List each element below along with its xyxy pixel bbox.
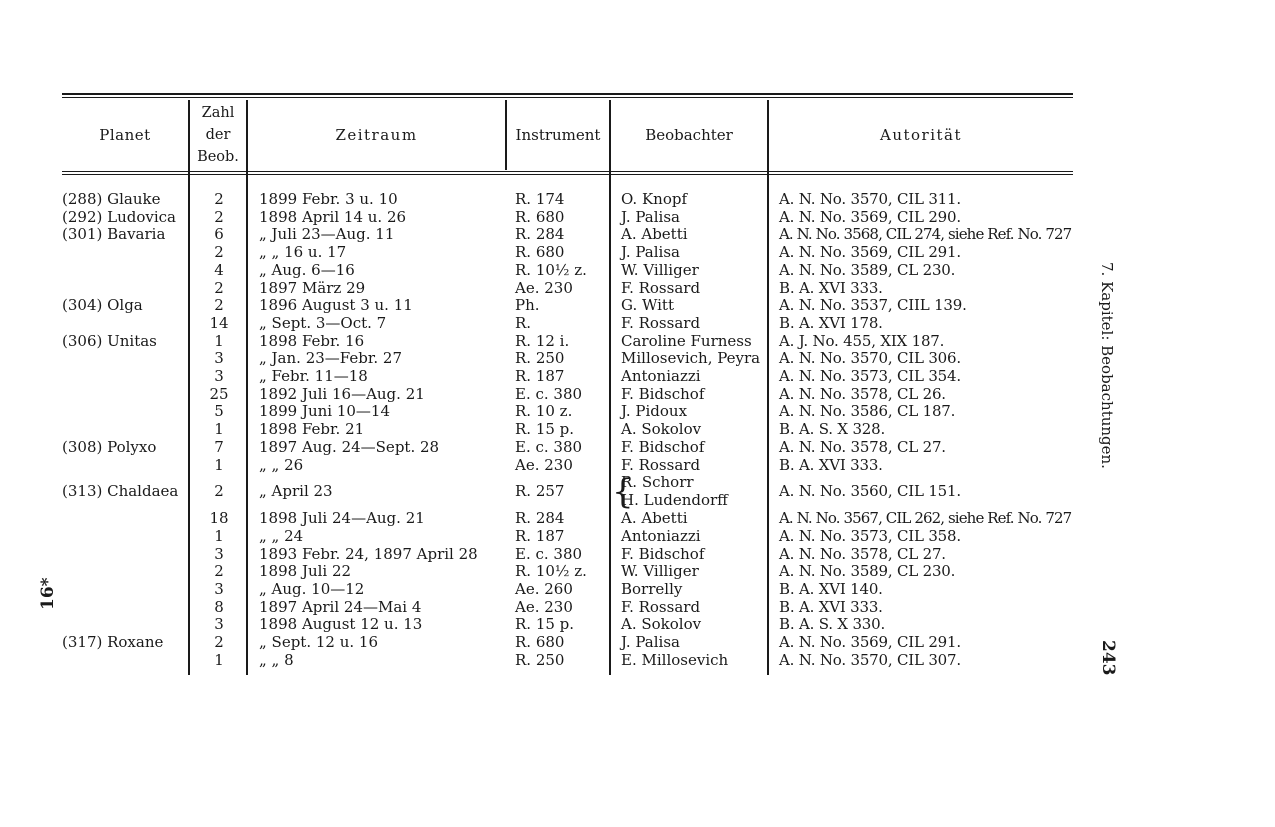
planet-cell: (288) Glauke — [62, 190, 161, 208]
page-number-text: 243 — [1098, 640, 1118, 676]
zahl-cell: 2 — [214, 562, 224, 581]
zahl-cell: 8 — [214, 597, 224, 616]
planet-cell: (317) Roxane — [62, 633, 164, 652]
autoritaet-cell: A. N. No. 3569, CIL 290. — [779, 207, 961, 226]
table-row — [0, 386, 1100, 404]
table-row — [0, 297, 1100, 315]
instrument-cell: R. 174 — [515, 190, 565, 208]
autoritaet-cell: A. N. No. 3568, CIL 274, siehe Ref. No. 727 — [779, 225, 1072, 244]
table-row — [0, 616, 1100, 634]
beobachter-cell: G. Witt — [621, 296, 674, 315]
instrument-cell: R. — [515, 313, 532, 332]
zahl-cell: 3 — [214, 349, 224, 368]
table-row — [0, 634, 1100, 652]
header-zahl-line: Beob. — [197, 149, 239, 165]
top-rule-thick — [62, 93, 1073, 95]
autoritaet-cell: A. J. No. 455, XIX 187. — [779, 331, 945, 350]
header-planet: Planet — [99, 126, 151, 144]
instrument-cell: E. c. 380 — [515, 544, 583, 563]
zahl-cell: 5 — [214, 402, 224, 421]
zahl-cell: 2 — [214, 296, 224, 315]
beobachter-cell: J. Palisa — [621, 207, 680, 226]
header-rule-b — [62, 174, 1073, 175]
autoritaet-cell: B. A. S. X 328. — [779, 420, 886, 439]
beobachter-cell: Antoniazzi — [621, 526, 701, 545]
beobachter-cell: F. Bidschof — [621, 384, 705, 403]
instrument-cell: R. 680 — [515, 207, 565, 226]
instrument-cell: R. 250 — [515, 650, 565, 669]
zahl-cell: 3 — [214, 544, 224, 563]
instrument-cell: R. 250 — [515, 349, 565, 368]
autoritaet-cell: A. N. No. 3569, CIL 291. — [779, 243, 961, 262]
beobachter-cell: F. Rossard — [621, 278, 701, 297]
beobachter-cell: F. Bidschof — [621, 437, 705, 456]
chapter-title: 7. Kapitel: Beobachtungen. — [1098, 262, 1116, 469]
zeitraum-cell: 1897 März 29 — [259, 278, 366, 297]
table-row — [0, 581, 1100, 599]
table-row — [0, 350, 1100, 368]
beobachter-cell: F. Rossard — [621, 597, 701, 616]
instrument-cell: R. 257 — [515, 482, 565, 501]
zeitraum-cell: „ „ 24 — [259, 526, 304, 545]
autoritaet-cell: A. N. No. 3578, CL 26. — [779, 384, 946, 403]
zahl-cell: 2 — [214, 633, 224, 652]
zeitraum-cell: 1898 Juli 24—Aug. 21 — [259, 509, 425, 528]
beobachter-cell: A. Sokolov — [621, 615, 702, 634]
beobachter-cell: A. Abetti — [621, 225, 688, 244]
instrument-cell: R. 187 — [515, 367, 565, 385]
zeitraum-cell: 1897 April 24—Mai 4 — [259, 597, 422, 616]
table-row — [0, 528, 1100, 546]
autoritaet-cell: A. N. No. 3586, CL 187. — [779, 402, 956, 421]
beobachter-cell: Borrelly — [621, 580, 683, 598]
table-row — [0, 457, 1100, 475]
brace-glyph: { — [612, 472, 634, 513]
table-row — [0, 599, 1100, 617]
table-row — [0, 315, 1100, 333]
beobachter-cell: A. Abetti — [621, 509, 688, 528]
instrument-cell: Ph. — [515, 296, 540, 315]
planet-cell: (313) Chaldaea — [62, 482, 179, 501]
autoritaet-cell: A. N. No. 3578, CL 27. — [779, 437, 946, 456]
page-number — [1098, 640, 1118, 680]
autoritaet-cell: A. N. No. 3578, CL 27. — [779, 544, 946, 563]
zeitraum-cell: „ April 23 — [259, 482, 333, 501]
autoritaet-cell: A. N. No. 3589, CL 230. — [779, 562, 956, 581]
instrument-cell: R. 680 — [515, 243, 565, 262]
instrument-cell: R. 15 p. — [515, 615, 575, 634]
zeitraum-cell: „ Aug. 6—16 — [259, 260, 355, 279]
zeitraum-cell: 1892 Juli 16—Aug. 21 — [259, 384, 425, 403]
instrument-cell: R. 10½ z. — [515, 562, 587, 581]
table-row — [0, 403, 1100, 421]
zahl-cell: 2 — [214, 190, 224, 208]
table-row — [0, 209, 1100, 227]
planet-cell: (306) Unitas — [62, 331, 157, 350]
table-row — [0, 333, 1100, 351]
zahl-cell: 3 — [214, 580, 224, 598]
header-zahl-line: der — [205, 127, 231, 143]
zahl-cell: 25 — [209, 384, 229, 403]
autoritaet-cell: A. N. No. 3537, CIIL 139. — [779, 296, 967, 315]
autoritaet-cell: B. A. XVI 140. — [779, 580, 883, 598]
header-zeitraum: Zeitraum — [335, 126, 418, 144]
zahl-cell: 3 — [214, 615, 224, 634]
header-zahl — [190, 100, 246, 170]
table-row — [0, 368, 1100, 386]
instrument-cell: R. 12 i. — [515, 331, 570, 350]
zeitraum-cell: 1898 Febr. 16 — [259, 331, 365, 350]
planet-cell: (304) Olga — [62, 296, 143, 315]
beobachter-cell: W. Villiger — [621, 260, 699, 279]
zahl-cell: 1 — [214, 455, 224, 474]
autoritaet-cell: A. N. No. 3570, CIL 306. — [779, 349, 961, 368]
instrument-cell: E. c. 380 — [515, 384, 583, 403]
running-head — [1098, 262, 1116, 482]
planet-cell: (308) Polyxo — [62, 437, 157, 456]
top-rule-thin — [62, 97, 1073, 98]
instrument-cell: R. 10½ z. — [515, 260, 587, 279]
beobachter-name: R. Schorr — [621, 473, 694, 492]
autoritaet-cell: A. N. No. 3573, CIL 354. — [779, 367, 961, 385]
table-row — [0, 652, 1100, 670]
zahl-cell: 1 — [214, 331, 224, 350]
zeitraum-cell: „ „ 26 — [259, 455, 304, 474]
table-row — [0, 546, 1100, 564]
beobachter-cell: Caroline Furness — [621, 331, 752, 350]
table-row — [0, 439, 1100, 457]
beobachter-name: H. Ludendorff — [621, 490, 728, 509]
table-row — [0, 244, 1100, 262]
beobachter-cell: F. Bidschof — [621, 544, 705, 563]
zeitraum-cell: „ Aug. 10—12 — [259, 580, 365, 598]
zeitraum-cell: 1898 April 14 u. 26 — [259, 207, 407, 226]
beobachter-cell: F. Rossard — [621, 455, 701, 474]
beobachter-cell: A. Sokolov — [621, 420, 702, 439]
table-row — [0, 563, 1100, 581]
signature-mark — [38, 572, 56, 612]
zahl-cell: 2 — [214, 243, 224, 262]
instrument-cell: R. 10 z. — [515, 402, 573, 421]
zahl-cell: 6 — [214, 225, 224, 244]
zahl-cell: 2 — [214, 207, 224, 226]
beobachter-cell: W. Villiger — [621, 562, 699, 581]
autoritaet-cell: B. A. XVI 333. — [779, 278, 883, 297]
zeitraum-cell: „ Juli 23—Aug. 11 — [259, 225, 395, 244]
header-zahl-line: Zahl — [201, 105, 235, 121]
beobachter-cell — [612, 472, 772, 513]
zeitraum-cell: „ Jan. 23—Febr. 27 — [259, 349, 402, 368]
zeitraum-cell: 1898 August 12 u. 13 — [259, 615, 423, 634]
autoritaet-cell: B. A. XVI 333. — [779, 597, 883, 616]
instrument-cell: Ae. 230 — [515, 597, 573, 616]
instrument-cell: E. c. 380 — [515, 437, 583, 456]
zeitraum-cell: „ „ 8 — [259, 650, 294, 669]
zahl-cell: 2 — [214, 278, 224, 297]
zeitraum-cell: „ „ 16 u. 17 — [259, 243, 347, 262]
beobachter-cell: Millosevich, Peyra — [621, 349, 761, 368]
autoritaet-cell: A. N. No. 3569, CIL 291. — [779, 633, 961, 652]
zeitraum-cell: 1898 Juli 22 — [259, 562, 352, 581]
autoritaet-cell: B. A. XVI 333. — [779, 455, 883, 474]
instrument-cell: R. 284 — [515, 509, 565, 528]
zahl-cell: 1 — [214, 420, 224, 439]
header-beobachter: Beobachter — [645, 126, 733, 144]
autoritaet-cell: A. N. No. 3570, CIL 311. — [779, 190, 961, 208]
zahl-cell: 4 — [214, 260, 224, 279]
instrument-cell: Ae. 260 — [515, 580, 573, 598]
beobachter-cell: E. Millosevich — [621, 650, 729, 669]
zeitraum-cell: „ Febr. 11—18 — [259, 367, 368, 385]
autoritaet-cell: A. N. No. 3570, CIL 307. — [779, 650, 961, 669]
zahl-cell: 3 — [214, 367, 224, 385]
header-instrument: Instrument — [515, 126, 601, 144]
header-rule-a — [62, 171, 1073, 172]
table-row — [0, 421, 1100, 439]
zeitraum-cell: „ Sept. 12 u. 16 — [259, 633, 378, 652]
zeitraum-cell: 1897 Aug. 24—Sept. 28 — [259, 437, 440, 456]
instrument-cell: Ae. 230 — [515, 455, 573, 474]
planet-cell: (292) Ludovica — [62, 207, 176, 226]
zahl-cell: 7 — [214, 437, 224, 456]
signature-text: 16* — [38, 577, 58, 610]
table-row — [0, 472, 1100, 513]
zahl-cell: 18 — [209, 509, 229, 528]
table-row — [0, 226, 1100, 244]
instrument-cell: R. 187 — [515, 526, 565, 545]
table-row — [0, 191, 1100, 209]
instrument-cell: R. 284 — [515, 225, 565, 244]
beobachter-cell: J. Palisa — [621, 243, 680, 262]
zahl-cell: 1 — [214, 526, 224, 545]
autoritaet-cell: B. A. XVI 178. — [779, 313, 883, 332]
zeitraum-cell: 1896 August 3 u. 11 — [259, 296, 413, 315]
beobachter-cell: J. Pidoux — [621, 402, 688, 421]
beobachter-cell: Antoniazzi — [621, 367, 701, 385]
autoritaet-cell: A. N. No. 3567, CIL 262, siehe Ref. No. 727 — [779, 509, 1072, 528]
autoritaet-cell: A. N. No. 3573, CIL 358. — [779, 526, 961, 545]
table-row — [0, 510, 1100, 528]
planet-cell: (301) Bavaria — [62, 225, 166, 244]
header-autoritaet: Autorität — [879, 126, 963, 144]
zeitraum-cell: 1899 Febr. 3 u. 10 — [259, 190, 398, 208]
zeitraum-cell: 1893 Febr. 24, 1897 April 28 — [259, 544, 478, 563]
autoritaet-cell: A. N. No. 3560, CIL 151. — [779, 482, 961, 501]
autoritaet-cell: B. A. S. X 330. — [779, 615, 886, 634]
instrument-cell: Ae. 230 — [515, 278, 573, 297]
table-row — [0, 262, 1100, 280]
autoritaet-cell: A. N. No. 3589, CL 230. — [779, 260, 956, 279]
beobachter-cell: J. Palisa — [621, 633, 680, 652]
beobachter-cell: O. Knopf — [621, 190, 688, 208]
beobachter-cell: F. Rossard — [621, 313, 701, 332]
instrument-cell: R. 680 — [515, 633, 565, 652]
zeitraum-cell: 1898 Febr. 21 — [259, 420, 365, 439]
zahl-cell: 2 — [214, 482, 224, 501]
zahl-cell: 14 — [209, 313, 229, 332]
instrument-cell: R. 15 p. — [515, 420, 575, 439]
zahl-cell: 1 — [214, 650, 224, 669]
zeitraum-cell: „ Sept. 3—Oct. 7 — [259, 313, 387, 332]
zeitraum-cell: 1899 Juni 10—14 — [259, 402, 391, 421]
table-row — [0, 280, 1100, 298]
